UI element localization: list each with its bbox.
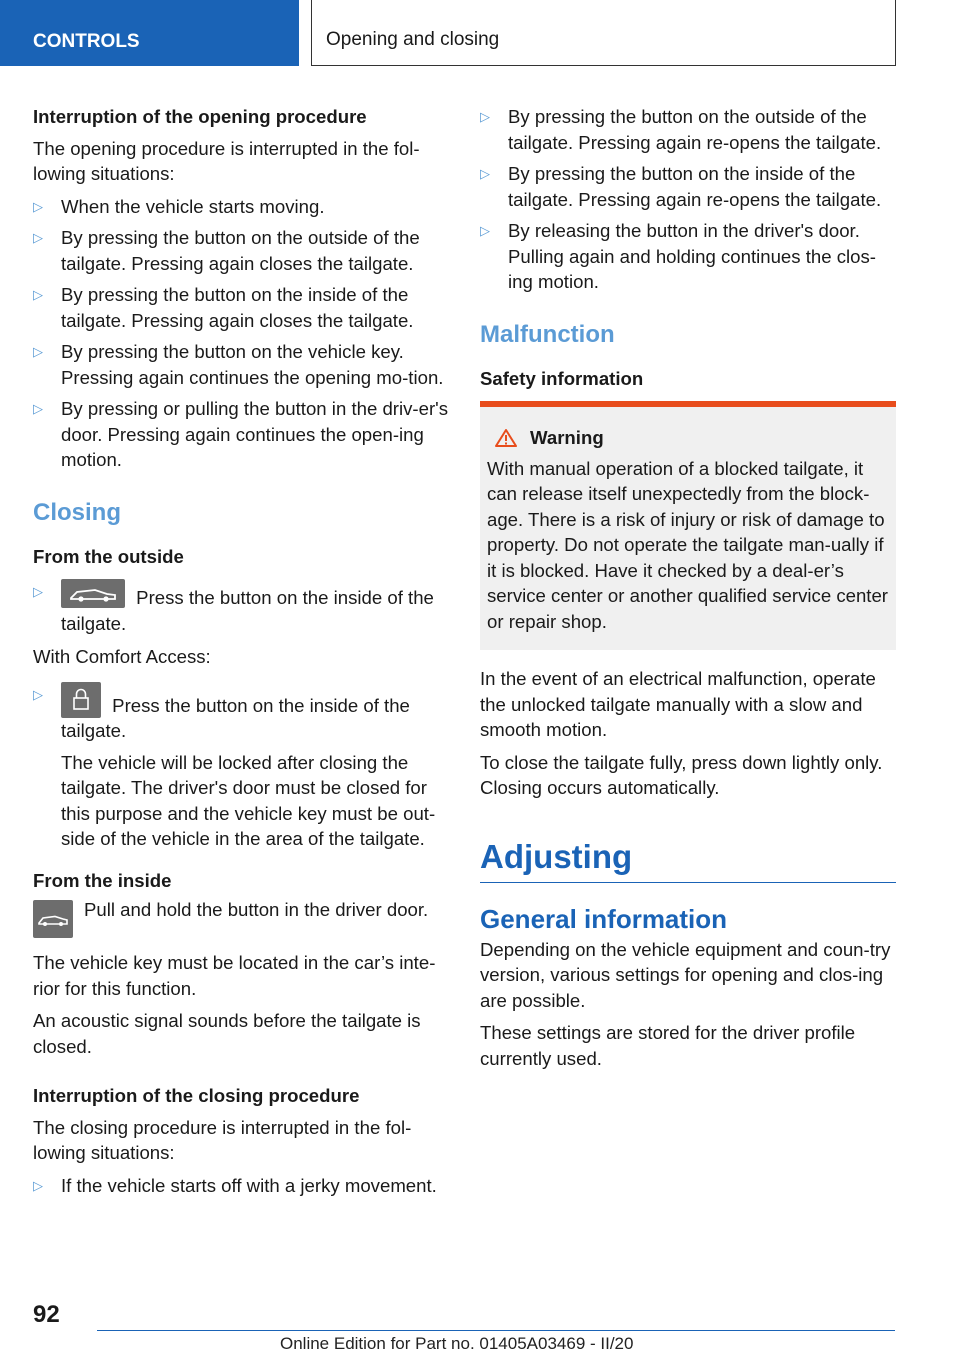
list-item: ▷ By releasing the button in the driver's door. Pulling again and holding continues the clos-ing motion.	[480, 220, 876, 292]
bullet-triangle-icon: ▷	[480, 166, 490, 181]
malfunction-heading: Malfunction	[480, 320, 615, 348]
list-item: ▷ By pressing or pulling the button in the driv-er's door. Pressing again continues the open-ing motion.	[33, 398, 448, 470]
right-column	[480, 104, 896, 1078]
list-item: ▷ When the vehicle starts moving.	[33, 194, 449, 220]
general-info-heading: General information	[480, 903, 728, 934]
interrupt-close-intro: The closing procedure is interrupted in the fol-lowing situations:	[33, 1116, 412, 1163]
bullet-triangle-icon: ▷	[480, 223, 490, 238]
interrupt-close-heading: Interruption of the closing procedure	[33, 1085, 360, 1106]
interrupt-open-list	[33, 194, 449, 473]
page-header	[0, 0, 960, 66]
interrupt-close-list	[33, 1173, 449, 1199]
bullet-triangle-icon: ▷	[33, 401, 43, 416]
warning-title: Warning	[487, 425, 888, 451]
chapter-title: Opening and closing	[311, 0, 896, 66]
comfort-access-label: With Comfort Access:	[33, 646, 211, 667]
page-number: 92	[33, 1301, 60, 1328]
list-item: ▷ Press the button on the inside of the tailgate. The vehicle will be locked after closing the tailgate. The driver's door must be closed for this purpose and the vehicle key must be out-side of the vehicle in the area of the tailgate.	[33, 682, 449, 852]
inside-text: Pull and hold the button in the driver door.	[84, 899, 429, 920]
interrupt-open-heading: Interruption of the opening procedure	[33, 106, 367, 127]
key-note: The vehicle key must be located in the car’s inte-rior for this function.	[33, 952, 436, 999]
malfunction-p1: In the event of an electrical malfunction, operate the unlocked tailgate manually with a slow and smooth motion.	[480, 668, 876, 740]
lock-button-icon	[61, 682, 101, 718]
malfunction-p2: To close the tailgate fully, press down lightly only. Closing occurs automatically.	[480, 751, 883, 798]
section-tab: CONTROLS	[0, 0, 299, 66]
interrupt-open-intro: The opening procedure is interrupted in the fol-lowing situations:	[33, 137, 420, 184]
from-outside-heading: From the outside	[33, 545, 184, 567]
bullet-triangle-icon: ▷	[33, 686, 43, 702]
bullet-triangle-icon: ▷	[33, 344, 43, 359]
bullet-triangle-icon: ▷	[33, 198, 43, 214]
general-p2: These settings are stored for the driver profile currently used.	[480, 1022, 856, 1069]
comfort-list	[33, 682, 449, 852]
bullet-triangle-icon: ▷	[33, 1177, 43, 1193]
list-item: ▷ Press the button on the inside of the tailgate.	[33, 579, 449, 636]
warning-box	[480, 401, 896, 650]
closing-heading: Closing	[33, 498, 121, 526]
list-item: ▷ By pressing the button on the inside of the tailgate. Pressing again re-opens the tailgate.	[480, 163, 882, 210]
tailgate-button-icon	[33, 900, 73, 938]
bullet-triangle-icon: ▷	[33, 230, 43, 245]
safety-heading: Safety information	[480, 367, 644, 389]
interrupt-close-cont-list	[480, 104, 896, 295]
tailgate-close-button-icon	[61, 579, 125, 608]
comfort-note: The vehicle will be locked after closing the tailgate. The driver's door must be closed for this purpose and the vehicle key must be out-side of the vehicle in the area of the tailgate.	[61, 751, 436, 849]
warning-triangle-icon	[494, 428, 518, 448]
list-item: ▷ By pressing the button on the inside of the tailgate. Pressing again closes the tailgate.	[33, 284, 414, 331]
adjusting-heading: Adjusting	[480, 837, 896, 883]
list-item: ▷ By pressing the button on the outside of the tailgate. Pressing again closes the tailgate.	[33, 227, 420, 274]
general-p1: Depending on the vehicle equipment and coun-try version, various settings for opening and clos-ing are possible.	[480, 938, 891, 1011]
inside-row	[33, 897, 449, 938]
warning-text: With manual operation of a blocked tailgate, it can release itself unexpectedly from the block-age. There is a risk of injury or risk of damage to property. Do not operate the tailgate man-ually if it is blocked. Have it checked by a deal-er’s service center or another qualified service center or repair shop.	[487, 457, 889, 632]
outside-list	[33, 579, 449, 636]
list-item: ▷ If the vehicle starts off with a jerky movement.	[33, 1173, 449, 1199]
edition-text: Online Edition for Part no. 01405A03469 - II/20	[280, 1334, 634, 1353]
left-column	[33, 104, 449, 1206]
bullet-triangle-icon: ▷	[33, 584, 43, 599]
list-item: ▷ By pressing the button on the outside of the tailgate. Pressing again re-opens the tailgate.	[480, 106, 882, 153]
bullet-triangle-icon: ▷	[480, 109, 490, 124]
list-item: ▷ By pressing the button on the vehicle key. Pressing again continues the opening mo-tion.	[33, 341, 444, 388]
acoustic-note: An acoustic signal sounds before the tailgate is closed.	[33, 1010, 421, 1057]
from-inside-heading: From the inside	[33, 869, 172, 891]
footer-divider	[97, 1330, 895, 1331]
bullet-triangle-icon: ▷	[33, 287, 43, 302]
